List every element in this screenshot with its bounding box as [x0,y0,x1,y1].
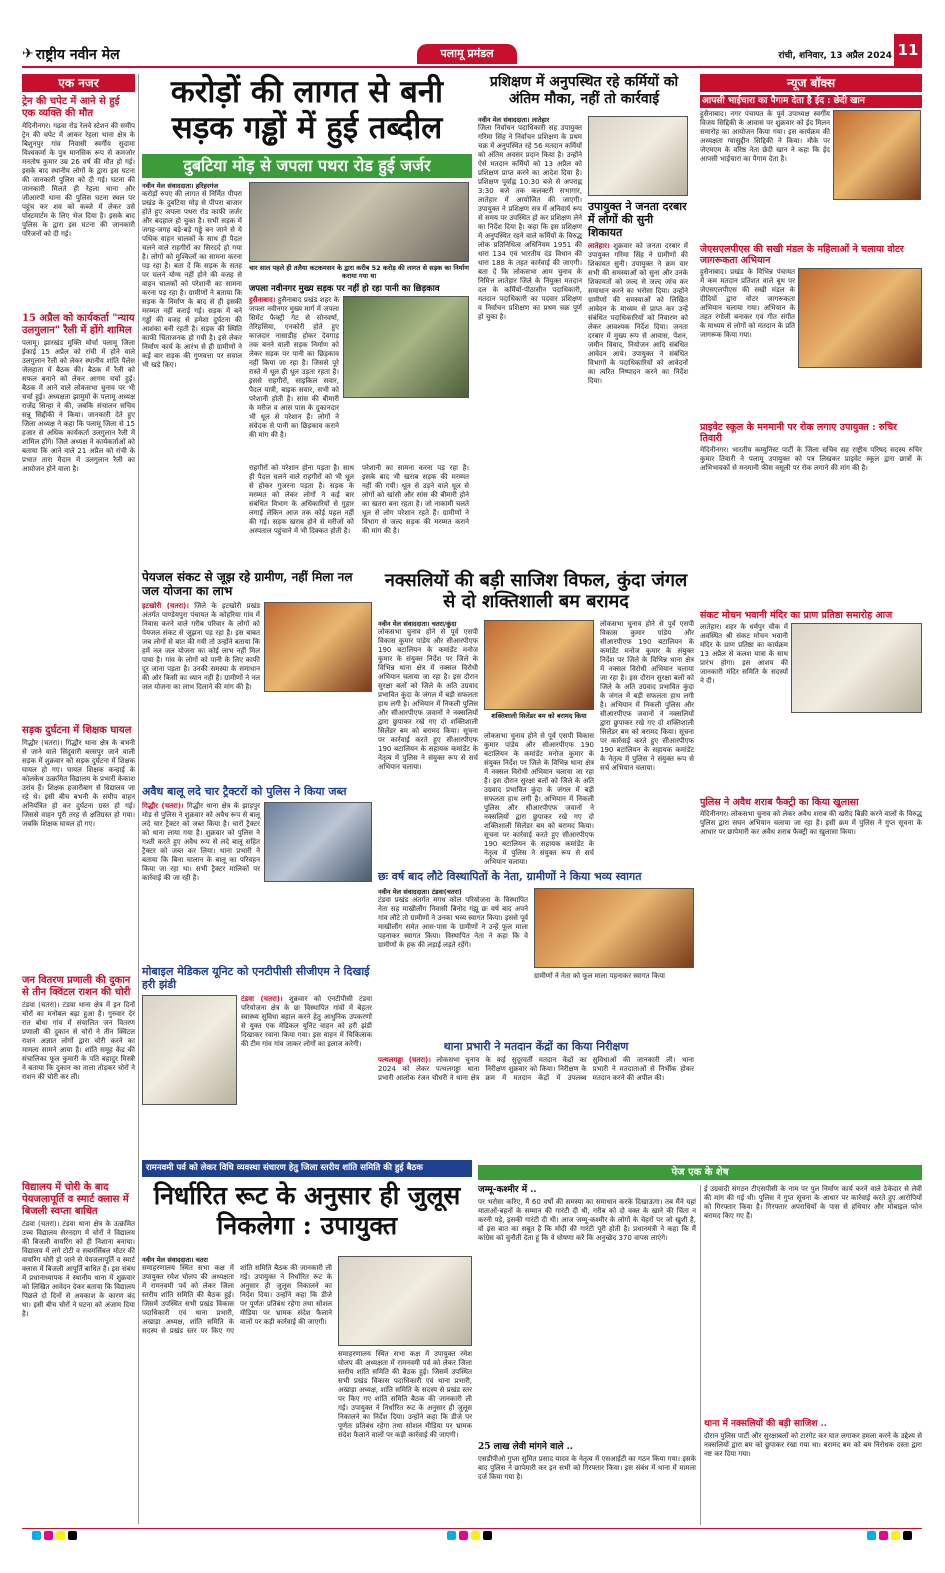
news-box-item [700,244,922,418]
masthead [22,34,922,68]
dateline: रांची, शनिवार, 13 अप्रैल 2024 [778,51,892,61]
continued-divider [700,1185,701,1525]
ramnavami-dateline: नवीन मेल संवाददाता। चतरा [142,1256,208,1264]
inspection-body [378,1056,694,1151]
dc-body [588,242,688,542]
ramnavami-headline: निर्धारित रूट के अनुसार ही जुलूस निकलेगा : उपायुक्त [153,1181,461,1240]
news-box-item [700,95,922,240]
naxal-body-col3: लोकसभा चुनाव होने से पूर्व एसपी विकास कुमार पांडेय और सीआरपीएफ 190 बटालियन के कमांडेंट मनोज कुमार के संयुक्त निर्देश पर जिले के विभिन्न थाना क्षेत्र में नक्सल विरोधी अभियान चलाया जा रहा है। इस दौरान सुरक्षा बलों को जिले के अति उग्रवाद प्रभावित कुंदा के जंगल में बड़ी सफलता हाथ लगी है। अभियान में निकली पुलिस और सीआरपीएफ जवानों ने नक्सलियों द्वारा छुपाकर रखे गए दो शक्तिशाली सिलेंडर बम को बरामद किया। सूचना पर कार्रवाई करते हुए सीआरपीएफ 190 बटालियन के सहायक कमांडेंट के नेतृत्व में पुलिस ने संयुक्त रूप से सर्च अभियान चलाया। [600,620,694,772]
inspection-body-text: लोकसभा चुनाव 2024 को लेकर पत्थलगड्डा थाना प्रभारी आलोक रंजन चौधरी ने थाना क्षेत्र के कई सुदूरवर्ती मतदान केंद्रों का निरीक्षण शुक्रवार को किया। निरीक्षण के क्रम में मतदान केंद्रों में उपलब्ध सुविधाओं की जानकारी ली। थाना प्रभारी ने मतदाताओं से निर्भीक होकर मतदान करने की अपील की। [378,1056,694,1082]
inspection-headline: थाना प्रभारी ने मतदान केंद्रों का किया निरीक्षण [443,1040,629,1053]
color-block [459,1531,468,1540]
water-story [142,570,372,780]
welcome-story [378,870,694,1035]
sub-dateline: हुसैनाबाद। [249,296,276,304]
sub-headline: जपला नवीनगर मुख्य सड़क पर नहीं हो रहा पानी का छिड़काव [249,284,440,294]
lead-body-1: करोड़ों रुपए की लागत से निर्मित पीपरा प्रखंड के दुबटिया मोड़ से पीपरा बाजार होते हुए जपला पथरा रोड काफी जर्जर और बदहाल हो चुका है। सभी सड़क में जगह-जगह बड़े-बड़े गड्ढे बन जाने से ये पथिक वाहन चालकों के साथ ही पैदल चलने वाले राहगीरों का सिरदर्द हो गया है। लोगों को मुश्किलों का सामना करना पड़ रहा है। बता दें कि सड़क के सतह पर चलने योग्य नहीं होने की वजह से वाहन चालकों को परेशानी का सामना करना पड़ रहा है। ग्रामीणों ने बताया कि सड़क के निर्माण के बाद से ही इसकी मरम्मत नहीं कराई गई। सड़क में बने गड्ढों की वजह से हमेशा दुर्घटना की आशंका बनी रहती है। सड़क की स्थिति काफी चिंताजनक हो गयी है। इसे लेकर निर्माण कार्य के आरंभ से ही ग्रामीणों ने कई बार सड़क की गुणवत्ता पर सवाल भी खड़े किए। [142,190,242,369]
ramnavami-text [142,1256,332,1521]
water-body [142,602,260,772]
brief-body: टंडवा (चतरा)। टंडवा थाना क्षेत्र में इन दिनों चोरों का मनोबल बढ़ा हुआ है। गुरुवार देर रात बोधा गांव में संचालित जन वितरण प्रणाली की दुकान से चोरों ने तीन क्विंटल राशन अज्ञात लोगों द्वारा चोरी करने का मामला सामने आया है। शांति समूह केंद्र की संचालिका फूल कुमारी के पति बहादुर मिस्त्री ने बताया कि दुकान का ताला तोड़कर चोरों ने राशन की चोरी कर ली। [22,1001,135,1081]
left-column [22,74,135,1524]
training-body: जिला निर्वाचन पदाधिकारी सह उपायुक्त गरिमा सिंह ने निर्वाचन प्रशिक्षण के प्रथम चक्र में अनुपस्थित रहे 56 मतदान कर्मियों को अंतिम अवसर प्रदान किया है। उन्होंने ऐसे मतदान कर्मियों को 13 अप्रैल को प्रशिक्षण प्राप्त करने का आदेश दिया है। प्रशिक्षण पूर्वाह्न 10:30 बजे से अपराह्न 3:30 बजे तक कलक्टरी सभागार, लातेहार में आयोजित की जाएगी। उपायुक्त ने प्रशिक्षण सत्र में अनिवार्य रूप से समय पर उपस्थित हो कर प्रशिक्षण लेने का निर्देश दिया है। कहा कि इस प्रशिक्षण में अनुपस्थित रहने वाले कर्मियों के विरुद्ध लोक प्रतिनिधित्व अधिनियम 1951 की धारा 134 एवं भारतीय दंड विधान की धारा 188 के तहत कार्रवाई की जाएगी। बता दें कि लोकसभा आम चुनाव के निमित्त लातेहार जिले के नियुक्त मतदान दल के कर्मियों-पीठासीन पदाधिकारी, मतदान पदाधिकारी का पदवार प्रशिक्षण व निर्वाचन प्रशिक्षण का प्रथम चक्र पूर्ण हो चुका है। [478,124,582,321]
color-block [471,1531,480,1540]
water-photo [264,602,372,692]
lead-column-1 [142,182,242,562]
training-headline: प्रशिक्षण में अनुपस्थित रहे कर्मियों को अंतिम मौका, नहीं तो कार्रवाई [489,74,679,107]
naxal-headline: नक्सलियों की बड़ी साजिश विफल, कुंदा जंगल से दो शक्तिशाली बम बरामद [384,570,688,612]
brief-body: पलामू। झारखंड मुक्ति मोर्चा पलामू जिला ईकाई 15 अप्रैल को रांची में होने वाले उलगुलान रैली को लेकर स्थानीय शांति पैलेस जेलहाता में बैठक की। बैठक में रैली को सफल बनाने को लेकर आगम चर्चा हुई। बैठक में आने वाले लोकसभा चुनाव पर भी चर्चा हुई। अध्यक्षता झामुमो के पलामू अध्यक्ष राजेंद्र सिन्हा ने की, जबकि संचालन सचिव सन्नू सिद्दीकी ने किया। जानकारी देते हुए जिला अध्यक्ष ने कहा कि पलामू जिला से 15 हजार से अधिक कार्यकर्ता उलगुलान रैली में शामिल होंगे। जिले अध्यक्ष ने कार्यकर्ताओं को बताया कि आने वाले 21 अप्रैल को रांची के प्रभात तारा मैदान में उलगुलान रैली का आयोजन होने वाला है। [22,339,135,473]
ramnavami-story [142,1160,472,1525]
dc-body-text: शुक्रवार को जनता दरबार में उपायुक्त गरिमा सिंह ने ग्रामीणों की शिकायत सुनी। उपायुक्त ने क्रम वार सभी की समस्याओं को सुना और उनके शिकायतों को जल्द से जल्द जांच कर समाधान करने का भरोसा दिया। उन्होंने ग्रामीणों की समस्याओं को लिखित आवेदन के माध्यम से प्राप्त कर उन्हें संबंधित पदाधिकारियों को निवारण को लेकर आवश्यक निर्देश दिया। जनता दरबार में मुख्य रूप से आवास, पेंशन, जमीन विवाद, नियोजन आदि संबंधित आवेदन आये। उपायुक्त ने संबंधित विभागों के पदाधिकारियों को आवेदनों का त्वरित निष्पादन करने का निर्देश दिया। [588,242,688,385]
inspection-dateline: पत्थलगड्डा (चतरा)। [378,1056,431,1064]
continued-headline: 25 लाख लेवी मांगने वाले .. [478,1442,573,1452]
water-dateline: इटखोरी (चतरा)। [142,602,189,610]
paper-name: राष्ट्रीय नवीन मेल [35,46,120,63]
sub-body [249,296,339,439]
sand-body [142,802,260,952]
welcome-text [378,888,528,1033]
lead-story [142,74,472,564]
lead-subhead: दुबटिया मोड़ से जपला पथरा रोड हुई जर्जर [142,154,472,178]
news-box-body: मेदिनीनगर। लोकसभा चुनाव को लेकर अवैध शराब की खरीद बिक्री करने वालों के विरुद्ध पुलिस द्वारा सघन अभियान चलाया जा रहा है। इसी क्रम में पुलिस ने गुप्त सूचना के आधार पर छापेमारी कर अवैध शराब फैक्ट्री का खुलासा किया। [700,810,922,836]
color-block [56,1531,65,1540]
footer-bar [22,1528,922,1540]
naxal-body: लोकसभा चुनाव होने से पूर्व एसपी विकास कुमार पांडेय और सीआरपीएफ 190 बटालियन के कमांडेंट मनोज कुमार के संयुक्त निर्देश पर जिले के विभिन्न थाना क्षेत्र में नक्सल विरोधी अभियान चलाया जा रहा है। इस दौरान सुरक्षा बलों को जिले के अति उग्रवाद प्रभावित कुंदा के जंगल में बड़ी सफलता हाथ लगी है। अभियान में निकली पुलिस और सीआरपीएफ जवानों ने नक्सलियों द्वारा छुपाकर रखे गए दो शक्तिशाली सिलेंडर बम को बरामद किया। सूचना पर कार्रवाई करते हुए सीआरपीएफ 190 बटालियन के सहायक कमांडेंट के नेतृत्व में पुलिस ने संयुक्त रूप से सर्च अभियान चलाया। [378,628,478,771]
continued-col-1 [478,1185,696,1525]
welcome-body-col2: ग्रामीणों ने नेता को फूल माला पहनाकर स्वागत किया [534,972,665,980]
continued-header: पेज एक के शेष [478,1165,922,1180]
brief-item [22,1182,135,1420]
sand-body-text: गिद्धौर थाना क्षेत्र के झाड़पुर मोड़ से पुलिस ने शुक्रवार को अवैध रूप से बालू लदे चार ट्रैक्टर को जब्त किया है। चारों ट्रैक्टर को थाना लाया गया है। शुक्रवार को पुलिस ने गश्ती करते हुए अवैध रूप से लदे बालू सहित ट्रैक्टर को जब्त कर लिया। थाना प्रभारी ने बताया कि बिना चालान के बालू का परिवहन किया जा रहा था। सभी ट्रैक्टर मालिकों पर कार्रवाई की जा रही है। [142,802,260,882]
brief-headline: जन वितरण प्रणाली की दुकान से तीन क्विंटल राशन की चोरी [22,975,131,998]
training-text [478,116,582,560]
news-box-header: न्यूज बॉक्स [700,74,922,92]
brief-headline: 15 अप्रैल को कार्यकर्ता "न्याय उलगुलान" रैली में होंगे शामिल [22,313,135,336]
medical-van-photo [142,995,237,1105]
continued-col-2 [704,1185,922,1525]
news-box-headline: संकट मोचन भवानी मंदिर का प्राण प्रतिष्ठा समारोह आज [700,610,893,621]
news-box-item [700,797,922,900]
sand-headline: अवैध बालू लदे चार ट्रैक्टरों को पुलिस ने किया जब्त [142,785,347,798]
brief-headline: विद्यालय में चोरी के बाद पेयजलापूर्ति व स्मार्ट क्लास में बिजली स्वप्ता बाधित [22,1182,129,1217]
continued-headline: थाना में नक्सलियों की बड़ी साजिश .. [704,1419,827,1429]
section-tag [417,44,517,64]
color-block [447,1531,456,1540]
meeting-photo [338,1256,472,1346]
naxal-text [378,620,478,860]
welcome-photo [534,888,694,968]
continued-body: पर भरोसा करिए, मैं 60 वर्षों की समस्या का समाधान करके दिखाऊंगा। तब मैंने यहां माताओं-बहनों के सम्मान की गारंटी दी थी, गरीब को दो वक्त के खाने की चिंता न करनी पड़े, इसकी गारंटी दी थी। आज जम्मू-कश्मीर के लोगों के चेहरों पर जो खुशी है, वो इस बात का सबूत है कि मोदी की गारंटी पूरी होती है। प्रधानमंत्री ने कहा कि मैं कांग्रेस को चुनौती देता हूं कि वे घोषणा करें कि अनुच्छेद 370 वापस लाएंगे। [478,1198,696,1242]
continued-body: ई उग्रवादी संगठन टीएसपीसी के नाम पर पुल निर्माण कार्य करने वाले ठेकेदार से लेवी की मांग की गई थी। पुलिस ने गुप्त सूचना के आधार पर कार्रवाई करते हुए आरोपियों को गिरफ्तार किया है। गिरफ्तार अपराधियों के पास से हथियार और मोबाइल फोन बरामद किए गए हैं। [704,1185,922,1220]
news-box-body: हुसैनाबाद। प्रखंड के विभिन्न पंचायत में कम मतदान प्रतिशत वाले बूथ पर जेएसएलपीएस की सखी मंडल के दीदियों द्वारा वोटर जागरूकता अभियान चलाया गया। अभियान के तहत रंगोली बनाकर एवं गीत संगीत के माध्यम से लोगों को मतदान के प्रति जागरूक किया गया। [700,268,795,339]
continued-headline: जम्मू-कश्मीर में .. [478,1185,537,1195]
ramnavami-kicker: रामनवमी पर्व को लेकर विधि व्यवस्था संधारण हेतु जिला स्तरीय शांति समिति की हुई बैठक [142,1160,472,1177]
color-block [44,1531,53,1540]
continued-body: दौरान पुलिस पार्टी और सुरक्षाबलों को टारगेट कर घात लगाकर हमला करने के उद्देश्य से नक्सलियों द्वारा बम को छुपाकर रखा गया था। बरामद बम को बम निरोधक दस्ता द्वारा नष्ट कर दिया गया। [704,1432,922,1458]
bomb-photo-caption: शक्तिशाली सिलेंडर बम को बरामद किया [491,712,587,720]
news-box-headline: पुलिस ने अवैध शराब फैक्ट्री का किया खुलासा [700,797,859,808]
brief-item [22,975,135,1176]
welcome-body: टंडवा प्रखंड अंतर्गत मगध कोल परियोजना के विस्थापित नेता सह माखीलौंग निवासी बिनोद गंझू छः वर्ष बाद अपने गांव लौटे तो ग्रामीणों ने उनका भव्य स्वागत किया। इससे पूर्व माखीलौंग समेत आस-पास के ग्रामीणों ने उन्हें फूल माला पहनाकर स्वागत किया। विस्थापित नेता ने कहा कि वे ग्रामीणों के हक की लड़ाई लड़ते रहेंगे। [378,896,528,949]
news-box [700,74,922,1059]
news-box-headline: प्राइवेट स्कूल के मनमानी पर रोक लगाए उपायुक्त : रुचिर तिवारी [700,422,897,444]
page-number: 11 [894,34,922,66]
dc-dateline: लातेहार। [588,242,610,250]
road-photo [249,182,469,262]
lead-dateline: नवीन मेल संवाददाता। हरिहरगंज [142,182,219,190]
inspection-story [378,1040,694,1160]
news-box-body: हुसैनाबाद। नगर पंचायत के पूर्व उपाध्यक्ष स्वर्गीय विजय सिद्दिकी के आवास पर शुक्रवार को ईद मिलन समारोह का आयोजन किया गया। इस कार्यक्रम की अध्यक्षता ग्यासुद्दीन सिद्दिकी ने किया। मौके पर जेएमएम के वरिष्ठ नेता छेदी खान ने कहा कि ईद आपसी भाईचारा का पैगाम देता है। [700,110,830,163]
news-box-body: लातेहार। शहर के धर्मपुर चौक में अवस्थित श्री संकट मोचन भवानी मंदिर के प्राण प्रतिष्ठा का कार्यक्रम 13 अप्रैल से कलश यात्रा के साथ प्रारंभ होगा। इस आशय की जानकारी मंदिर समिति के सदस्यों ने दी। [700,623,788,685]
water-body-text: जिले के इटखोरी प्रखंड अंतर्गत पाण्डेयपुरा पंचायत के कोहरिया गांव में निवास करने वाले गरीब परिवार के लोगों को पेयजल संकट से जूझना पड़ रहा है। इस बाबत जब लोगों से बात की गयी तो उन्होंने बताया कि हमें नल जल योजना का कोई लाभ नहीं मिल पाया है। गांव के लोगों को पानी के लिए काफी दूर जाना पड़ता है। उनकी समस्या के समाधान की ओर किसी का ध्यान नहीं है। ग्रामीणों ने नल जल योजना का लाभ दिलाने की मांग की है। [142,602,260,691]
lead-body-2a: राहगीरों को परेशान होना पड़ता है। साथ ही पैदल चलने वाले राहगीरों को भी धूल से होकर गुजरना पड़ता है। सड़क के मरम्मत को लेकर लोगों ने कई बार संबंधित विभाग के अधिकारियों से गुहार लगाई लेकिन आज तक कोई पहल नहीं की गई। सड़क खराब होने से मरीजों को अस्पताल पहुंचाने में भी दिक्कत होती है। [249,464,354,535]
color-block [32,1531,41,1540]
mobile-body [241,995,372,1125]
mobile-headline: मोबाइल मेडिकल यूनिट को एनटीपीसी सीजीएम ने दिखाई हरी झंडी [142,965,370,991]
bomb-photo [484,620,594,710]
welcome-headline: छः वर्ष बाद लौटे विस्थापितों के नेता, ग्रामीणों ने किया भव्य स्वागत [378,870,642,883]
mobile-dateline: टंडवा (चतरा)। [241,995,283,1003]
brief-item [22,725,135,969]
paper-logo [22,44,162,64]
continued-section [478,1165,922,1525]
brief-headline: सड़क दुर्घटना में शिक्षक घायल [22,725,132,736]
brief-item [22,96,135,307]
news-box-body: मेदिनीनगर। भारतीय कम्युनिस्ट पार्टी के जिला सचिव सह राष्ट्रीय परिषद सदस्य रुचिर कुमार तिवारी ने पलामू उपायुक्त को पत्र लिखकर प्राइवेट स्कूल द्वारा छात्रों के अभिभावकों से मनमानी फीस वसूली पर रोक लगाने की मांग की है। [700,446,922,472]
dc-headline: उपायुक्त ने जनता दरबार में लोगों की सुनी शिकायत [588,200,687,239]
lead-headline: करोड़ों की लागत से बनी सड़क गड्ढों में हुई तब्दील [170,74,444,146]
brief-item [22,313,135,719]
training-story [478,74,690,564]
color-block [68,1531,77,1540]
ramnavami-body-col3: समाहरणालय स्थित सभा कक्ष में उपायुक्त रमेश घोलप की अध्यक्षता में रामनवमी पर्व को लेकर जिला स्तरीय शांति समिति की बैठक हुई। जिसमें उपस्थित सभी प्रखंड विकास पदाधिकारी एवं थाना प्रभारी, अखाड़ा अध्यक्ष, शांति समिति के सदस्य से प्रखंड स्तर पर किए गए शांति समिति बैठक की जानकारी ली गई। उपायुक्त ने निर्धारित रूट के अनुसार ही जुलूस निकालने का निर्देश दिया। उन्होंने कहा कि डीजे पर पूर्णतः प्रतिबंध रहेगा तथा सोशल मीडिया पर भ्रामक संदेश फैलाने वालों पर कड़ी कार्रवाई की जाएगी। [338,1350,472,1439]
color-block [483,1531,492,1540]
ramnavami-body: समाहरणालय स्थित सभा कक्ष में उपायुक्त रमेश घोलप की अध्यक्षता में रामनवमी पर्व को लेकर जिला स्तरीय शांति समिति की बैठक हुई। जिसमें उपस्थित सभी प्रखंड विकास पदाधिकारी एवं थाना प्रभारी, अखाड़ा अध्यक्ष, शांति समिति के सदस्य से प्रखंड स्तर पर किए गए शांति समिति बैठक की जानकारी ली गई। उपायुक्त ने निर्धारित रूट के अनुसार ही जुलूस निकालने का निर्देश दिया। उन्होंने कहा कि डीजे पर पूर्णतः प्रतिबंध रहेगा तथा सोशल मीडिया पर भ्रामक संदेश फैलाने वालों पर कड़ी कार्रवाई की जाएगी। [142,1264,332,1335]
training-dateline: नवीन मेल संवाददाता। लातेहार [478,116,550,124]
news-box-item [700,422,922,606]
color-block [867,1531,876,1540]
sub-story [249,284,469,439]
brief-body: मेदिनीनगर। गढ़वा रोड रेलवे स्टेशन की समीप ट्रेन की चपेट में आकर रेहला थाना क्षेत्र के बिशुनपुर गांव निवासी स्वर्गीय सुदामा विश्वकर्मा के पुत्र मानसिक रूप से कमजोर मनतोष कुमार उम्र 26 वर्ष की मौत हो गई। इसके बाद स्थानीय लोगों के द्वारा इस घटना की जानकारी पुलिस को दी गई। घटना की जानकारी मिलते ही रेहला थाना और जीआरपी थाना की पुलिस घटना स्थल पर पहुंच कर शव को कब्जे में लेकर उसे पोस्टमार्टम के लिए भेज दिया है। इसके बाद पुलिस के द्वारा इस घटना की जानकारी परिजनों को दी गई। [22,122,135,238]
print-color-blocks [447,1531,492,1540]
brief-body: गिद्धौर (चतरा)। गिद्धौर थाना क्षेत्र के बभनी से जाने वाले सिंदुवारी बरसपुर जाने वाली सड़क में शुक्रवार को सड़क दुर्घटना में शिक्षक घायल हो गए। घायल शिक्षक कन्हाई के कोलकेथ उत्क्रमित विद्यालय के प्रभारी केकाश उरांव हैं। शिक्षक हजारीबाग से विद्यालय जा रहे थे। इसी बीच बभनी के समीप वाहन अनियंत्रित हो कर दुर्घटना ग्रस्त हो गई। जिससे वाहन पूरी तरह से क्षतिग्रस्त हो गया। जबकि शिक्षक घायल हो गए। [22,739,135,828]
bird-logo-icon: ✈ [22,46,34,62]
print-color-blocks [32,1531,77,1540]
women-rally-photo [798,268,922,368]
naxal-body-col2: लोकसभा चुनाव होने से पूर्व एसपी विकास कुमार पांडेय और सीआरपीएफ 190 बटालियन के कमांडेंट मनोज कुमार के संयुक्त निर्देश पर जिले के विभिन्न थाना क्षेत्र में नक्सल विरोधी अभियान चलाया जा रहा है। इस दौरान सुरक्षा बलों को जिले के अति उग्रवाद प्रभावित कुंदा के जंगल में बड़ी सफलता हाथ लगी है। अभियान में निकली पुलिस और सीआरपीएफ जवानों ने नक्सलियों द्वारा छुपाकर रखे गए दो शक्तिशाली सिलेंडर बम को बरामद किया। सूचना पर कार्रवाई करते हुए सीआरपीएफ 190 बटालियन के सहायक कमांडेंट के नेतृत्व में पुलिस ने संयुक्त रूप से सर्च अभियान चलाया। [484,732,594,866]
naxal-dateline: नवीन मेल संवाददाता। चतरा/कुंदा [378,620,457,628]
sand-dateline: गिद्धौर (चतरा)। [142,802,184,810]
color-block [903,1531,912,1540]
eid-photo [833,110,921,200]
temple-photo [791,623,922,713]
sub-body-text: हुसैनाबाद प्रखंड शहर के जपला नवीनगर मुख्य मार्ग में जपला सिमेंट फैक्ट्री गेट से सोनवर्षा, तेरिहसिया, एनकोरी होते हुए काजदार नासाडीह होकर देवगाड़ तक बनने वाली सड़क निर्माण को लेकर सड़क पर पानी का छिड़काव नहीं किया जा रहा है। जिससे पूरे रास्ते में धूल ही धूल उड़ता रहता है। इससे राहगीरों, साइकिल सवार, पैदल यात्री, बाइक सवार, सभी को परेशानी होती है। सांस की बीमारी के मरीज व आस पास के दुकानदार भी धूल से परेशान हैं। लोगों ने संवेदक से पानी का छिड़काव कराने की मांग की है। [249,296,339,439]
dc-photo [588,116,688,196]
brief-headline: ट्रेन की चपेट में आने से हुई एक व्यक्ति की मौत [22,96,120,119]
road-photo-caption: चार साल पहले ही तलैया कटकमसन के द्वारा करीब 52 करोड़ की लागत से सड़क का निर्माण कराया गया था [249,264,469,280]
ek-nazar-header: एक नजर [22,74,135,92]
naxal-story [378,570,694,865]
color-block [879,1531,888,1540]
brief-body: टंडवा (चतरा)। टंडवा थाना क्षेत्र के उत्क्रमित उच्च विद्यालय सेरनदाग में चोरों ने विद्यालय की बिजली वायरिंग को ही निशाना बनाया। विद्यालय में लगे टोटी व सबमर्सिबल मोटर की वायरिंग चोरी हो जाने से पेयजलापूर्ति व स्मार्ट क्लास में बिजली आपूर्ति बाधित है। इस संबंध में प्रधानाध्यापक ने स्थानीय थाना में शुक्रवार को लिखित आवेदन देकर बताया कि विद्यालय पिछले दो दिनों से अवकाश के कारण बंद था। इसी बीच चोरों ने घटना को अंजाम दिया है। [22,1220,135,1318]
news-box-item [700,610,922,793]
lead-body-2b: परेशानी का सामना करना पड़ रहा है। इसके बाद भी खराब सड़क की मरम्मत नहीं की गयी। धूल से उड़ने वाले धूल से लोगों को खांसी और सांस की बीमारी होने का खतरा बना रहता है। जो नाकामी चलते धूल से लोग परेशान रहते हैं। ग्रामीणों ने विभाग से जल्द सड़क की मरम्मत कराने की मांग की है। [362,464,469,535]
tractor-photo [264,802,372,882]
print-color-blocks [867,1531,912,1540]
dust-road-photo [343,296,469,398]
welcome-dateline: नवीन मेल संवाददाता। टंडवा(चतरा) [378,888,462,896]
sand-story [142,785,372,960]
section-title: पलामू प्रमंडल [440,47,494,60]
water-headline: पेयजल संकट से जूझ रहे ग्रामीण, नहीं मिला नल जल योजना का लाभ [142,570,353,598]
mobile-unit-story [142,965,372,1125]
news-box-headline: जेएसएलपीएस की सखी मंडल के महिलाओं ने चलाया वोटर जागरूकता अभियान [700,244,904,266]
dc-story [588,200,688,560]
continued-body: एसडीपीओ गुप्ता सुमित प्रसाद यादव के नेतृत्व में एसआईटी का गठन किया गया। इसके बाद पुलिस ने छापेमारी कर इन सभी को गिरफ्तार किया। इस संबंध में थाना में मामला दर्ज किया गया है। [478,1455,696,1481]
column-divider [138,74,139,1524]
news-box-headline: आपसी भाईचारा का पैगाम देता है ईद : छेदी खान [700,95,922,108]
color-block [891,1531,900,1540]
mobile-body-text: शुक्रवार को एनटीपीसी टंडवा परियोजना क्षेत्र के छः विस्थापित गांवों में बेहतर स्वास्थ्य सुविधा बहाल करने हेतु आधुनिक उपकरणों से युक्त एक मेडिकल यूनिट वाहन को हरी झंडी दिखाकर रवाना किया गया। इस वाहन में चिकित्सक की टीम गांव गांव जाकर लोगों का इलाज करेगी। [241,995,373,1048]
